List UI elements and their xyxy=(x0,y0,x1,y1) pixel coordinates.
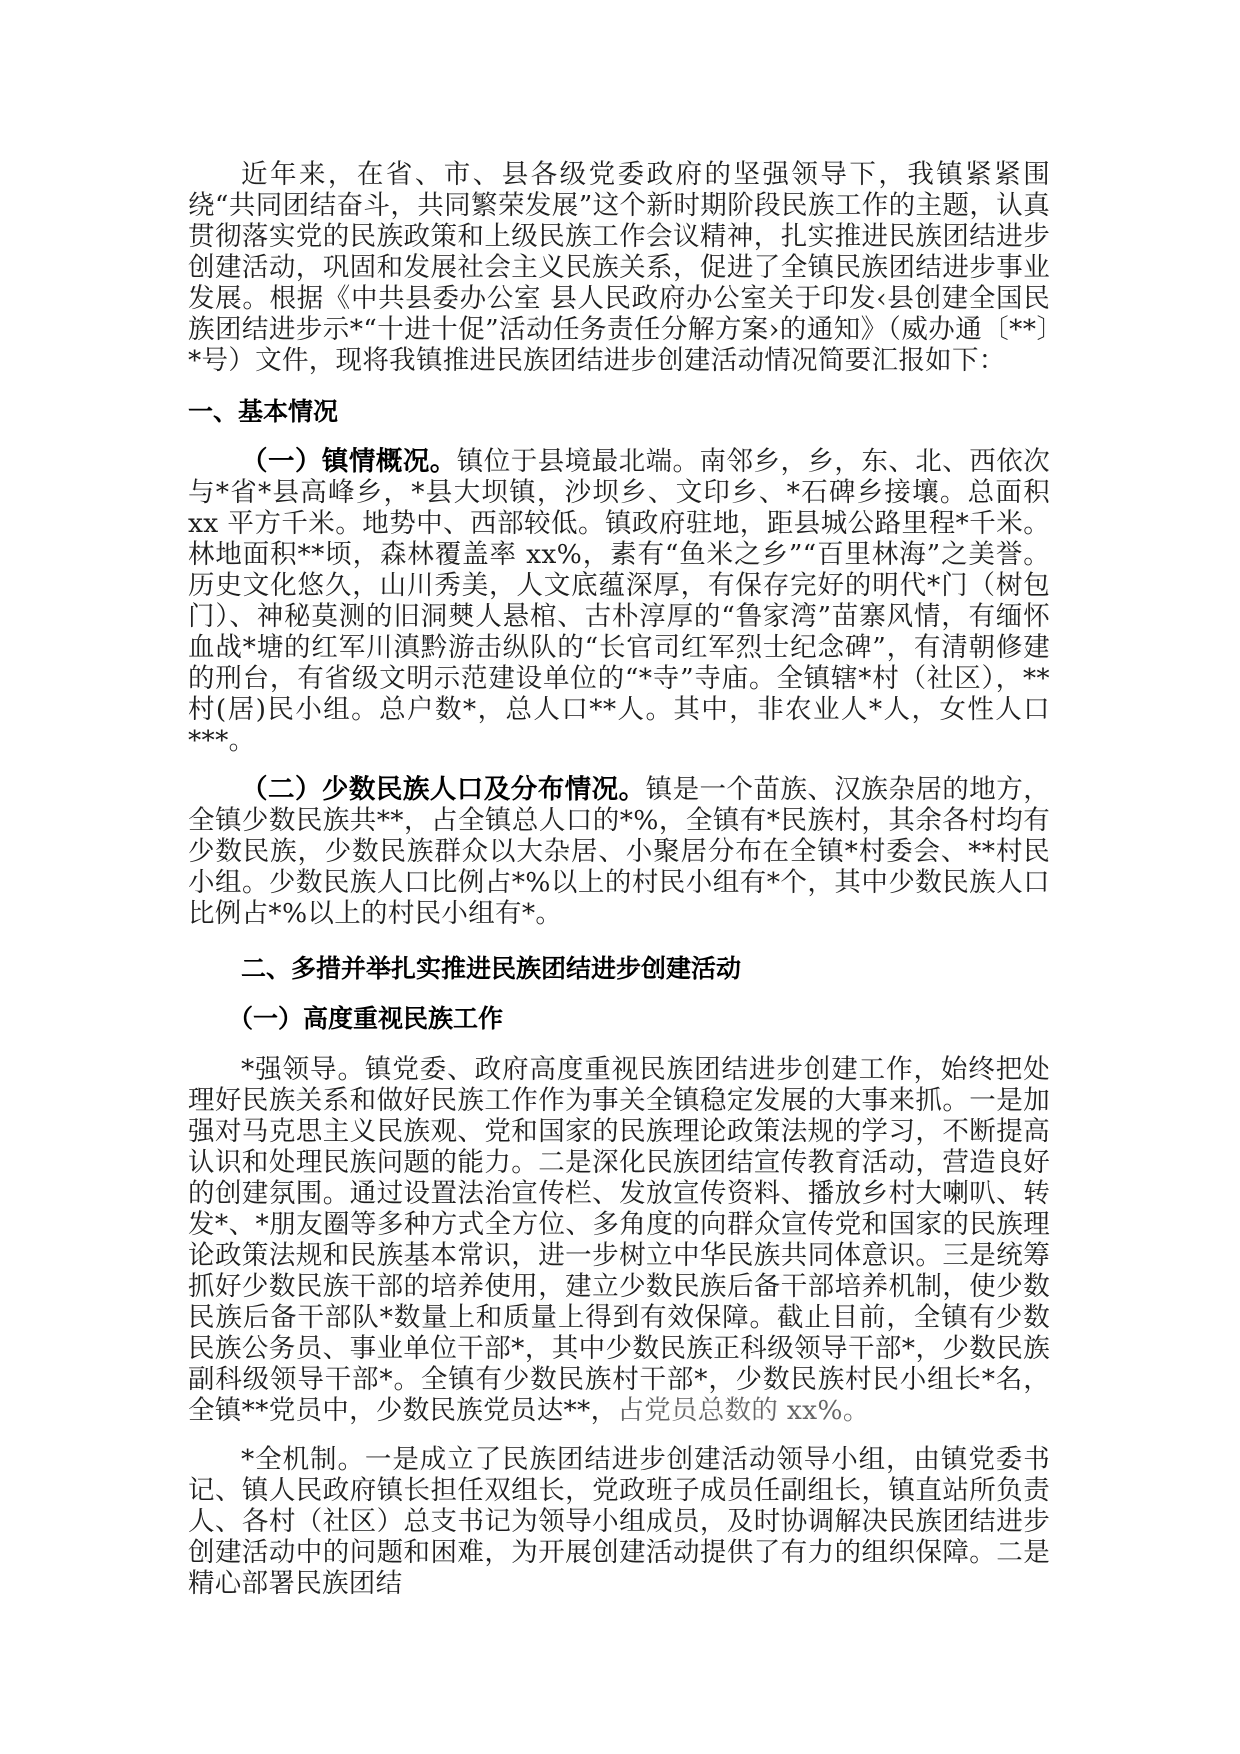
paragraph-town-overview xyxy=(188,446,1050,756)
minority-population-text: 镇是一个苗族、汉族杂居的地方，全镇少数民族共**，占全镇总人口的*%，全镇有*民族村，其余各村均有少数民族，少数民族群众以大杂居、小聚居分布在全镇*村委会、**村民小组。少数民族人口比例占*%以上的村民小组有*个，其中少数民族人口比例占*%以上的村民小组有*。 xyxy=(188,774,1051,929)
document-page xyxy=(188,159,1050,1599)
party-member-ratio-text: 占党员总数的 xx%。 xyxy=(617,1395,870,1426)
section-heading-measures: 二、多措并举扎实推进民族团结进步创建活动 xyxy=(241,954,742,983)
strengthen-leadership-text: *强领导。镇党委、政府高度重视民族团结进步创建工作，始终把处理好民族关系和做好民族工作作为事关全镇稳定发展的大事来抓。一是加强对马克思主义民族观、党和国家的民族理论政策法规的学习，不断提高认识和处理民族问题的能力。二是深化民族团结宣传教育活动，营造良好的创建氛围。通过设置法治宣传栏、发放宣传资料、播放乡村大喇叭、转发*、*朋友圈等多种方式全方位、多角度的向群众宣传党和国家的民族理论政策法规和民族基本常识，进一步树立中华民族共同体意识。三是统筹抓好少数民族干部的培养使用，建立少数民族后备干部培养机制，使少数民族后备干部队*数量上和质量上得到有效保障。截止目前，全镇有少数民族公务员、事业单位干部*，其中少数民族正科级领导干部*，少数民族副科级领导干部*。全镇有少数民族村干部*，少数民族村民小组长*名，全镇**党员中，少数民族党员达**， xyxy=(188,1054,1050,1426)
paragraph-strengthen-leadership xyxy=(188,1054,1050,1426)
subheading-town-overview: （一）镇情概况。 xyxy=(241,446,457,477)
town-overview-text: 镇位于县境最北端。南邻乡，乡，东、北、西依次与*省*县高峰乡，*县大坝镇，沙坝乡、文印乡、*石碑乡接壤。总面积 xx 平方千米。地势中、西部较低。镇政府驻地，距县城公路里程*千米。林地面积**顷，森林覆盖率 xx%，素有“鱼米之乡”“百里林海”之美誉。历史文化悠久，山川秀美，人文底蕴深厚，有保存完好的明代*门（树包门）、神秘莫测的旧洞僰人悬棺、古朴淳厚的“鲁家湾”苗寨风情，有缅怀血战*塘的红军川滇黔游击纵队的“长官司红军烈士纪念碑”，有清朝修建的刑台，有省级文明示范建设单位的“*寺”寺庙。全镇辖*村（社区），**村(居)民小组。总户数*，总人口**人。其中，非农业人*人，女性人口***。 xyxy=(188,446,1050,756)
subheading-attach-importance: （一）高度重视民族工作 xyxy=(228,1004,504,1033)
paragraph-improve-mechanism: *全机制。一是成立了民族团结进步创建活动领导小组，由镇党委书记、镇人民政府镇长担任双组长，党政班子成员任副组长，镇直站所负责人、各村（社区）总支书记为领导小组成员，及时协调解决民族团结进步创建活动中的问题和困难，为开展创建活动提供了有力的组织保障。二是精心部署民族团结 xyxy=(188,1444,1050,1599)
paragraph-minority-population xyxy=(188,774,1050,929)
subheading-minority-population: （二）少数民族人口及分布情况。 xyxy=(241,774,646,805)
section-heading-basic-situation: 一、基本情况 xyxy=(188,397,339,426)
intro-paragraph: 近年来，在省、市、县各级党委政府的坚强领导下，我镇紧紧围绕“共同团结奋斗，共同繁荣发展”这个新时期阶段民族工作的主题，认真贯彻落实党的民族政策和上级民族工作会议精神，扎实推进民族团结进步创建活动，巩固和发展社会主义民族关系，促进了全镇民族团结进步事业发展。根据《中共县委办公室 县人民政府办公室关于印发‹县创建全国民族团结进步示*“十进十促”活动任务责任分解方案›的通知》（威办通〔**〕*号）文件，现将我镇推进民族团结进步创建活动情况简要汇报如下： xyxy=(188,159,1050,376)
